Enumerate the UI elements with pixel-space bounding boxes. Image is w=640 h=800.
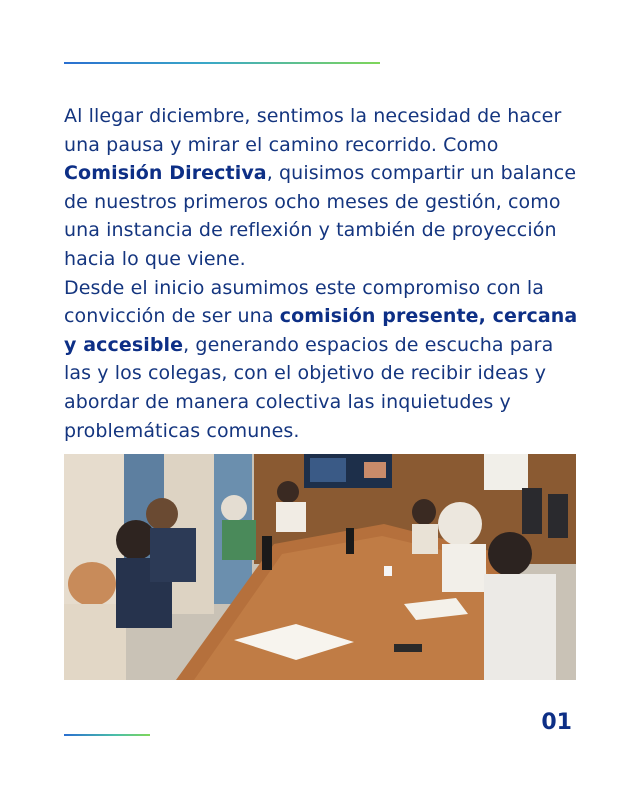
paragraph-2: [64, 274, 584, 446]
person-head: [488, 532, 532, 576]
meeting-photo-illustration: [64, 454, 576, 680]
paragraph-2-text-a: Desde el inicio asumimos este compromiso con la convicción de ser una: [64, 276, 544, 328]
person-head: [412, 499, 436, 525]
person-head: [221, 495, 247, 521]
person-body: [150, 528, 196, 582]
paragraph-1-text-b: , quisimos compartir un balance de nuestros primeros ocho meses de gestión, como una instancia de reflexión y también de proyección hacia lo que viene.: [64, 162, 577, 270]
banner: [484, 454, 528, 490]
chair: [522, 488, 542, 534]
person-head: [438, 502, 482, 546]
paragraph-1-text-a: Al llegar diciembre, sentimos la necesidad de hacer una pausa y mirar el camino recorrido. Como: [64, 105, 562, 156]
tv-screen-content: [310, 458, 346, 482]
person-body: [484, 574, 556, 680]
person-body: [412, 524, 438, 554]
water-bottle: [346, 528, 354, 554]
tv-screen-content: [364, 462, 386, 478]
water-bottle: [262, 536, 272, 570]
person-body: [222, 520, 256, 560]
paragraph-2-text-b: , generando espacios de escucha para las y los colegas, con el objetivo de recibir ideas y abordar de manera colectiva las inquietudes y problemáticas comunes.: [64, 333, 554, 442]
paragraph-1-bold: Comisión Directiva: [64, 162, 267, 185]
person-body: [276, 502, 306, 532]
phone: [394, 644, 422, 652]
person-head: [68, 562, 116, 606]
bottom-divider-line: [64, 734, 150, 736]
meeting-photo: [64, 454, 576, 680]
top-divider-line: [64, 62, 380, 64]
paragraph-1: [64, 102, 584, 274]
paragraph-2-bold: comisión presente, cercana y accesible: [64, 305, 578, 356]
person-head: [146, 498, 178, 530]
cup: [384, 566, 392, 576]
page-number: 01: [541, 710, 572, 735]
chair: [548, 494, 568, 538]
person-body: [442, 544, 486, 592]
body-text: [64, 102, 584, 445]
person-head: [277, 481, 299, 503]
